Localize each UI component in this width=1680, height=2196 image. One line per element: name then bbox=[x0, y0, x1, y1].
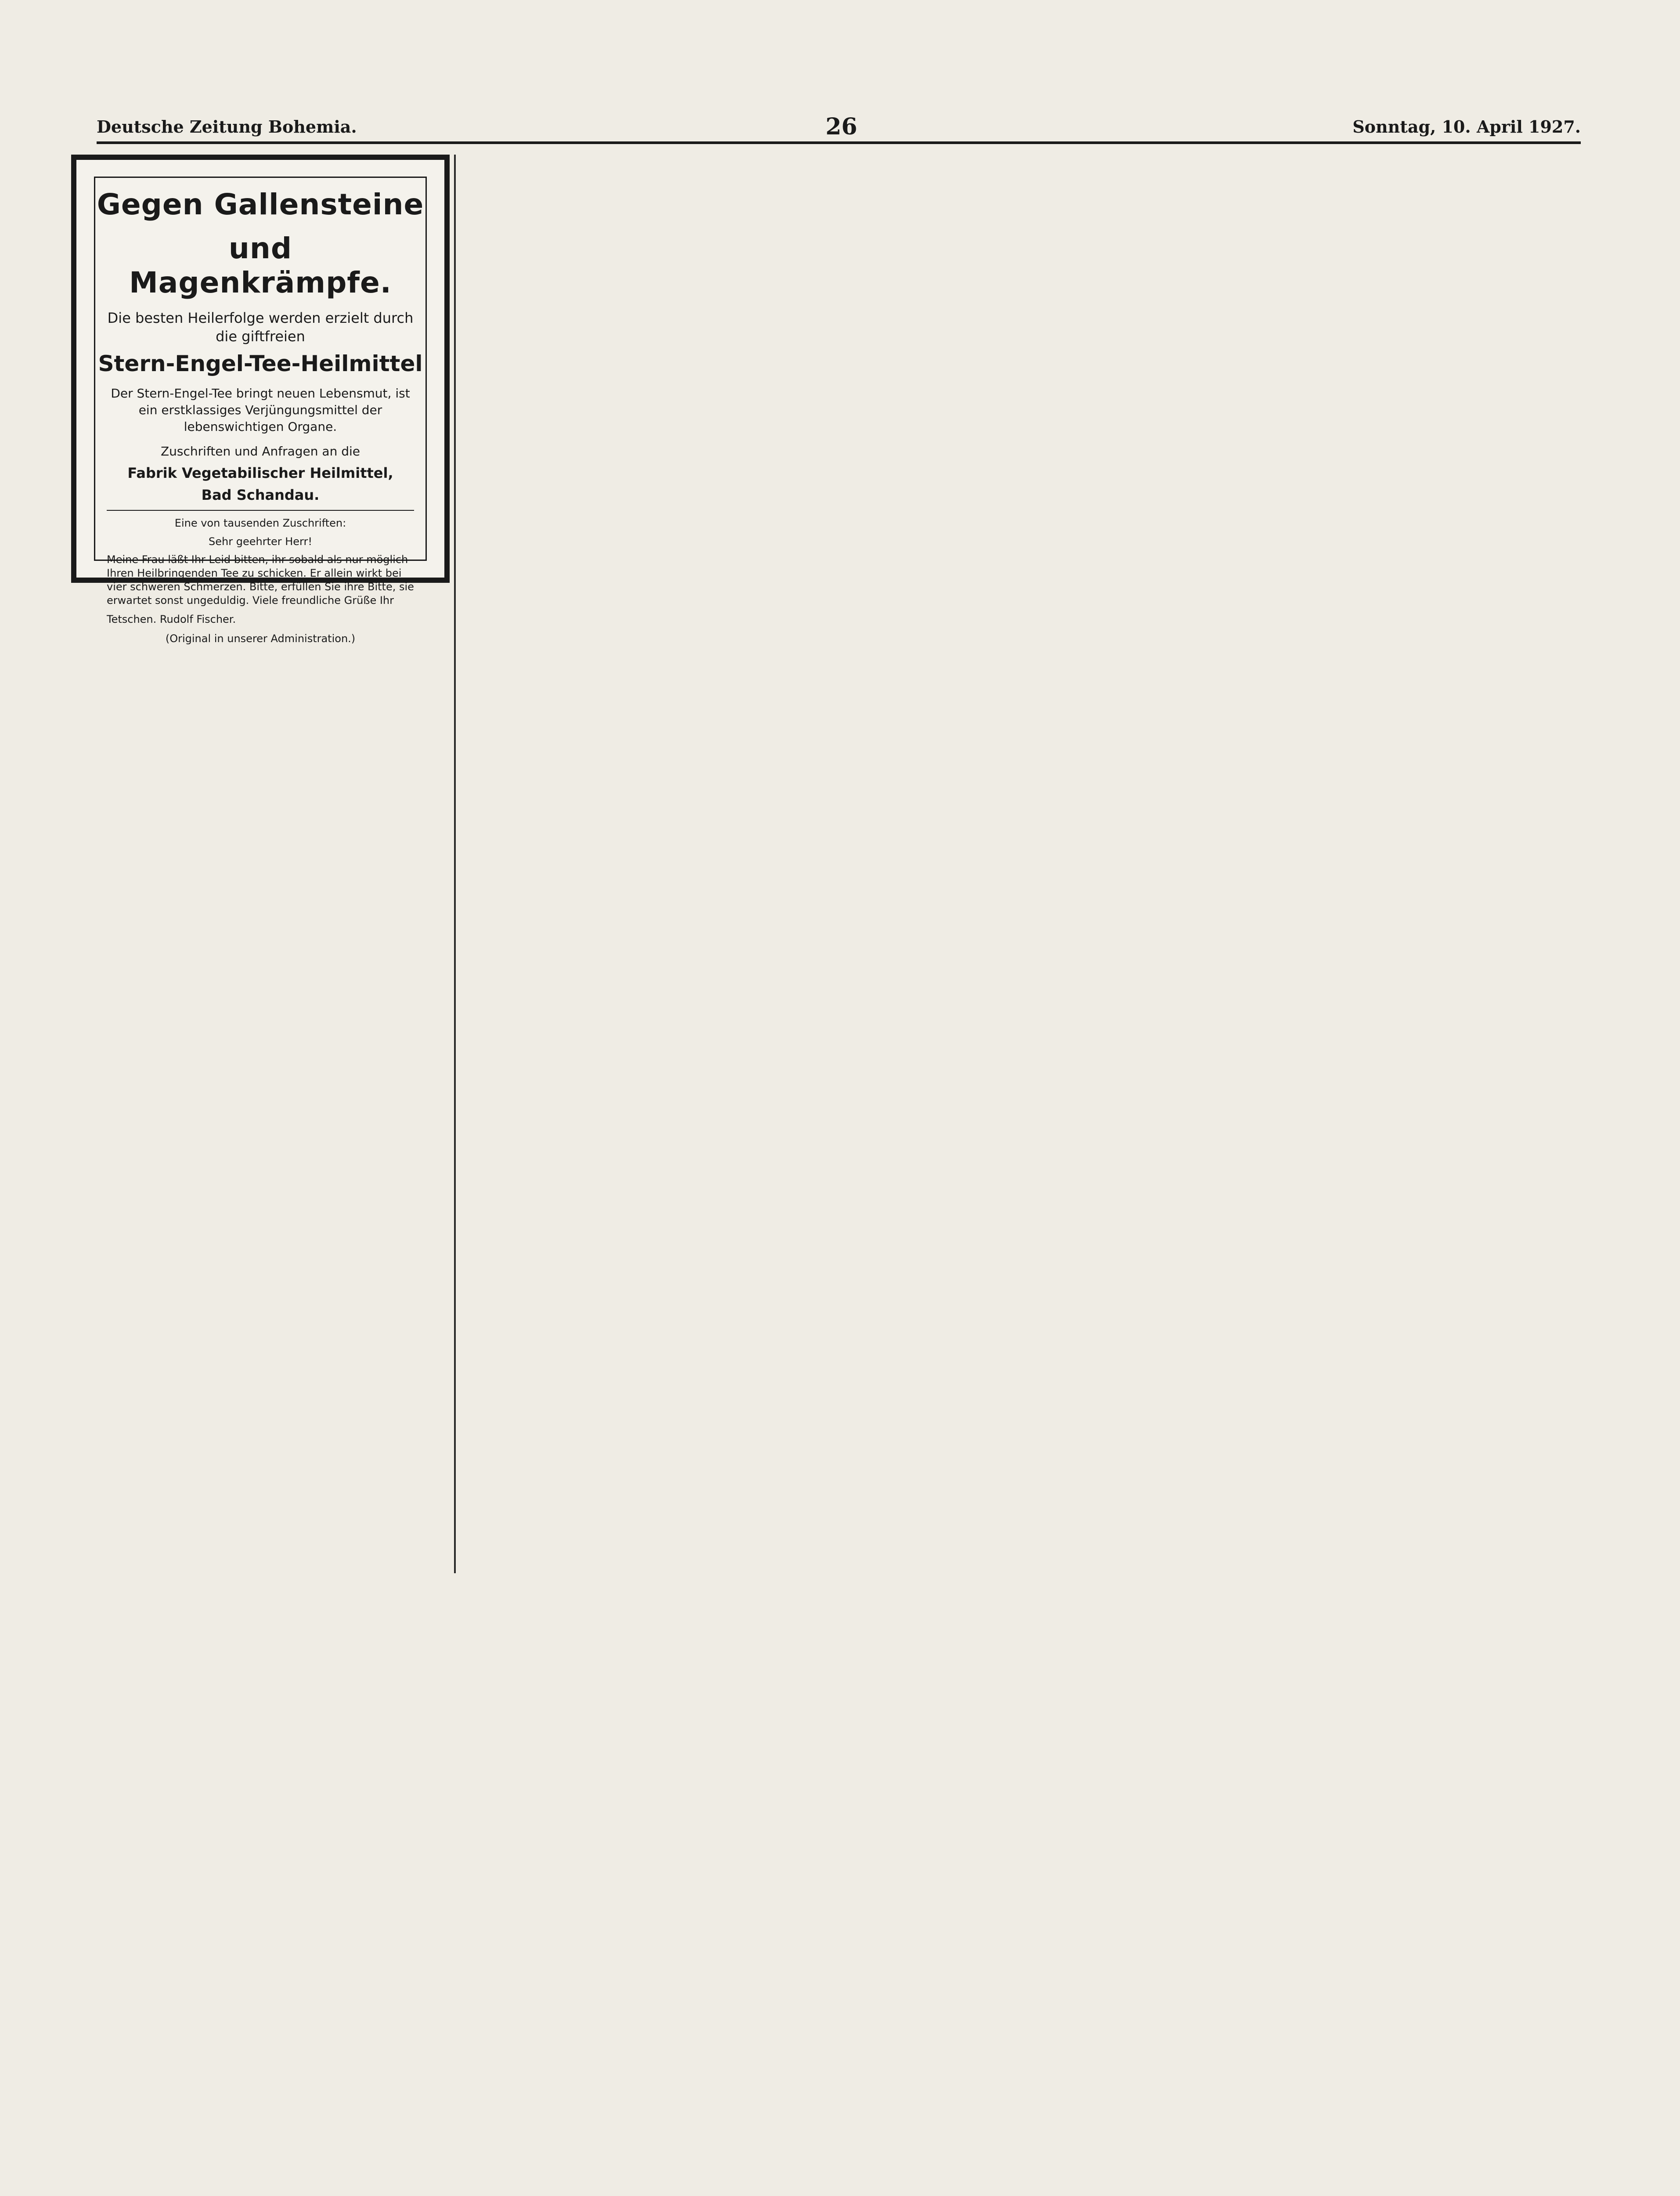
ad-maker-1: Fabrik Vegetabilischer Heilmittel, bbox=[127, 465, 393, 481]
ad-divider bbox=[107, 510, 414, 511]
ad-testimony-signoff bbox=[107, 613, 414, 626]
ad-body-text: Der Stern-Engel-Tee bringt neuen Lebensmut, ist ein erstklassiges Verjüngungsmittel der lebenswichtigen Organe. bbox=[111, 386, 410, 434]
ad-maker-2: Bad Schandau. bbox=[201, 487, 320, 503]
page-number: 26 bbox=[826, 113, 858, 140]
ad-testimony-place: Tetschen. bbox=[107, 613, 157, 625]
ad-gallensteine bbox=[71, 155, 450, 645]
paper-name: Deutsche Zeitung Bohemia. bbox=[97, 117, 357, 137]
ad-product-name: Stern-Engel-Tee-Heilmittel bbox=[98, 351, 423, 376]
ad-testimony-text: Meine Frau läßt Ihr Leid bitten, ihr sobald als nur möglich Ihren Heilbringenden Tee zu schicken. Er allein wirkt bei vier schweren Schmerzen. Bitte, erfüllen Sie ihre Bitte, sie erwartet sonst ungeduldig. Viele freundliche Grüße Ihr bbox=[107, 553, 414, 607]
ad-testimony-intro: Eine von tausenden Zuschriften: bbox=[174, 517, 346, 529]
issue-date: Sonntag, 10. April 1927. bbox=[1352, 117, 1581, 137]
ad-headline-1: Gegen Gallensteine bbox=[97, 188, 424, 221]
ad-gallensteine-inner-frame bbox=[94, 177, 427, 645]
ad-testimony-signature: Rudolf Fischer. bbox=[159, 613, 236, 625]
ad-contact-text: Zuschriften und Anfragen an die bbox=[161, 444, 360, 459]
masthead bbox=[97, 113, 1581, 144]
column-divider bbox=[454, 155, 456, 1573]
ad-testimony-salutation: Sehr geehrter Herr! bbox=[209, 535, 312, 548]
ad-headline-2: und Magenkrämpfe. bbox=[129, 231, 392, 300]
ad-tagline: Die besten Heilerfolge werden erzielt durch die giftfreien bbox=[107, 310, 414, 345]
ad-source-note: (Original in unserer Administration.) bbox=[165, 632, 356, 645]
